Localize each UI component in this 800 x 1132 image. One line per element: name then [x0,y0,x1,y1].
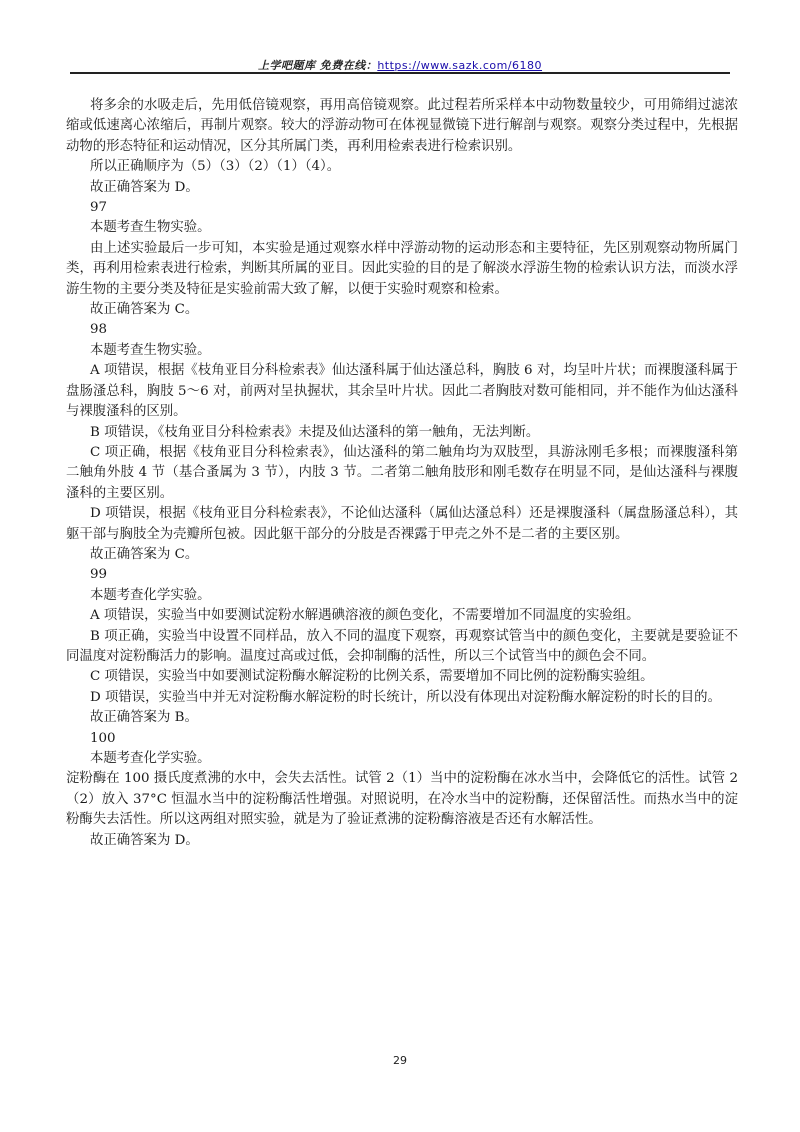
paragraph: 由上述实验最后一步可知，本实验是通过观察水样中浮游动物的运动形态和主要特征，先区别观察动物所属门类，再利用检索表进行检索，判断其所属的亚目。因此实验的目的是了解淡水浮游生物的检索认识方法，而淡水浮游生物的主要分类及特征是实验前需大致了解，以便于实验时观察和检索。 [66,240,738,297]
paragraph: 故正确答案为 B。 [90,710,198,726]
question-number: 100 [90,730,116,746]
header-url-link[interactable]: https://www.sazk.com/6180 [377,59,543,72]
page-number: 29 [393,1054,407,1067]
paragraph: 本题考查生物实验。 [90,220,211,236]
header-divider [70,72,730,74]
question-number: 99 [90,567,108,583]
paragraph: 所以正确顺序为（5）（3）（2）（1）（4）。 [90,159,341,175]
paragraph: C 项正确，根据《枝角亚目分科检索表》，仙达溞科的第二触角均为双肢型，具游泳刚毛多根；而裸腹溞科第二触角外肢 4 节（基合蚤属为 3 节），内肢 3 节。二者第二触角肢形和刚毛数存在明显不同，是仙达溞科与裸腹溞科的主要区别。 [66,444,738,501]
paragraph: 将多余的水吸走后，先用低倍镜观察，再用高倍镜观察。此过程若所采样本中动物数量较少，可用筛绢过滤浓缩或低速离心浓缩后，再制片观察。较大的浮游动物可在体视显微镜下进行解剖与观察。观察分类过程中，先根据动物的形态特征和运动情况，区分其所属门类，再利用检索表进行检索识别。 [66,98,738,154]
paragraph: 故正确答案为 D。 [90,179,199,195]
paragraph: 淀粉酶在 100 摄氏度煮沸的水中，会失去活性。试管 2（1）当中的淀粉酶在冰水当中，会降低它的活性。试管 2（2）放入 37°C 恒温水当中的淀粉酶活性增强。对照说明，在冷水当中的淀粉酶，还保留活性。而热水当中的淀粉酶失去活性。所以这两组对照实验，就是为了验证煮沸的淀粉酶溶液是否还有水解活性。 [66,771,738,828]
paragraph: 故正确答案为 C。 [90,546,199,562]
question-number: 97 [90,200,108,216]
page-header [70,57,730,73]
paragraph: B 项正确，实验当中设置不同样品，放入不同的温度下观察，再观察试管当中的颜色变化，主要就是要验证不同温度对淀粉酶活力的影响。温度过高或过低，会抑制酶的活性，所以三个试管当中的颜色会不同。 [66,628,738,664]
paragraph: 本题考查化学实验。 [90,751,211,766]
question-number: 98 [90,322,108,338]
paragraph: 本题考查化学实验。 [90,587,211,603]
paragraph: C 项错误，实验当中如要测试淀粉酶水解淀粉的比例关系，需要增加不同比例的淀粉酶实验组。 [90,669,654,685]
paragraph: 故正确答案为 C。 [90,302,199,318]
paragraph: 故正确答案为 D。 [90,832,199,848]
paragraph: 本题考查生物实验。 [90,342,211,358]
paragraph: A 项错误，根据《枝角亚目分科检索表》仙达溞科属于仙达溞总科，胸肢 6 对，均呈叶片状；而裸腹溞科属于盘肠溞总科，胸肢 5～6 对，前两对呈执握状，其余呈叶片状。因此二者胸肢对数可能相同，并不能作为仙达溞科与裸腹溞科的区别。 [66,363,738,420]
paragraph: D 项错误，根据《枝角亚目分科检索表》，不论仙达溞科（属仙达溞总科）还是裸腹溞科（属盘肠溞总科），其躯干部与胸肢全为壳瓣所包被。因此躯干部分的分肢是否裸露于甲壳之外不是二者的主要区别。 [66,506,738,542]
paragraph: A 项错误，实验当中如要测试淀粉水解遇碘溶液的颜色变化，不需要增加不同温度的实验组。 [90,608,640,624]
paragraph: B 项错误，《枝角亚目分科检索表》未提及仙达溞科的第一触角，无法判断。 [90,424,540,440]
document-body [66,96,738,851]
paragraph: D 项错误，实验当中并无对淀粉酶水解淀粉的时长统计，所以没有体现出对淀粉酶水解淀粉的时长的目的。 [90,689,721,705]
header-site-text: 上学吧题库 免费在线： [257,59,378,72]
